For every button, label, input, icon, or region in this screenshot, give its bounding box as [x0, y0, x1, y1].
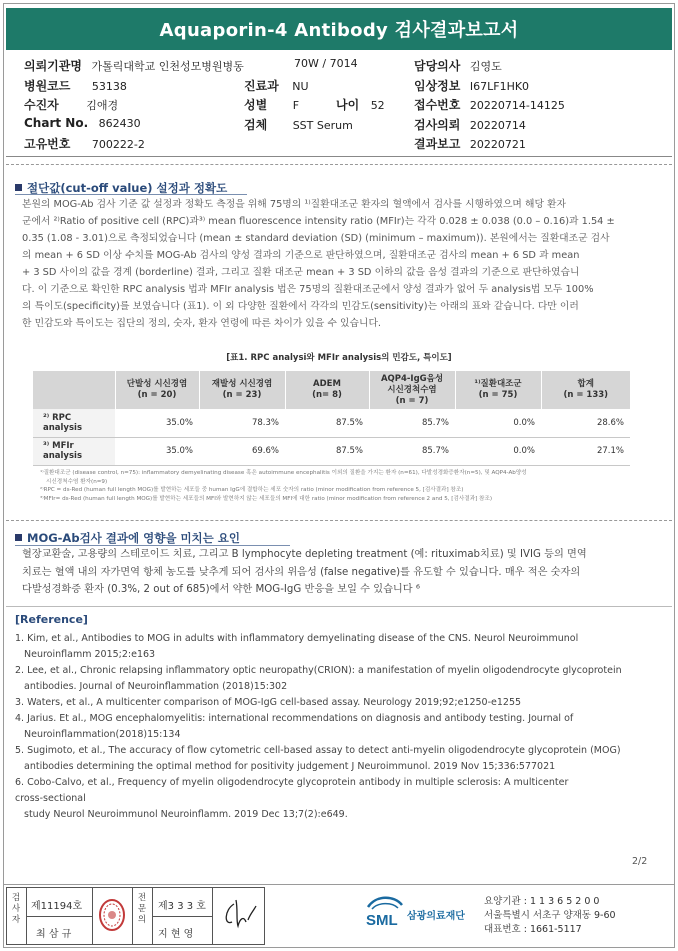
report-date-value: 20220721	[469, 138, 526, 151]
reference-divider	[6, 606, 672, 607]
dept-field	[244, 77, 309, 94]
id-label: 고유번호	[24, 137, 71, 151]
table-header-cell: ADEM (n= 8)	[285, 371, 369, 409]
footnote-line: ²⁾RPC = ds-Red (human full length MOG)를 발현하는 세포들 중 human IgG에 결합하는 세포 숫자의 ratio (minor modification from reference 5, [검사결과] 참조)	[40, 487, 464, 493]
header-divider-dashed	[6, 164, 672, 165]
doctor-field	[414, 57, 502, 74]
body-line: 다발성경화증 환자 (0.3%, 2 out of 685)에서 약한 MOG-IgG 반응을 보일 수 있습니다 ⁶	[22, 584, 420, 595]
ward-value: 70W / 7014	[294, 57, 358, 70]
clinical-label: 임상정보	[414, 79, 461, 93]
body-line: 군에서 ²⁾Ratio of positive cell (RPC)과³⁾ mean fluorescence intensity ratio (MFIr)는 각각 0.028 ± 0.038 (0.0 – 0.16)과 1.54 ±	[22, 216, 615, 227]
table-cell: 78.3%	[199, 409, 285, 437]
table-header-cell: 재발성 시신경염 (n = 23)	[199, 371, 285, 409]
clinical-field	[414, 77, 529, 94]
sml-logo	[364, 893, 406, 933]
doctor-value: 김영도	[469, 60, 502, 73]
chart-label: Chart No.	[24, 116, 89, 130]
header-divider	[6, 156, 672, 157]
inspector-label: 검사자	[11, 893, 21, 925]
stamp-icon	[98, 898, 126, 936]
table-header-row	[33, 371, 630, 409]
section-cutoff-underline	[15, 194, 247, 195]
reference-item: antibodies determining the optimal method for positivity judgement J Neuroimmunol. 2019 Nov 15;336:577021	[24, 761, 556, 772]
specimen-label: 검체	[244, 118, 268, 132]
table-cell: 0.0%	[455, 437, 541, 465]
body-line: + 3 SD 사이의 값을 경계 (borderline) 결과, 그리고 질환 대조군 mean + 3 SD 이하의 값을 음성 결과의 기준으로 판단하였습니	[22, 267, 580, 278]
table-cell: 35.0%	[115, 409, 199, 437]
table-cell: 35.0%	[115, 437, 199, 465]
specialist-name: 지 현 영	[158, 929, 194, 940]
chart-field	[24, 116, 141, 130]
table-cell: 27.1%	[541, 437, 630, 465]
sensitivity-table	[33, 371, 630, 466]
reference-item: 2. Lee, et al., Chronic relapsing inflammatory optic neuropathy(CRION): a manifestation of myelin oligodendrocyte glycoprotein	[15, 665, 622, 676]
institution-field	[24, 57, 244, 74]
license-number-2: 제3 3 3 호	[158, 901, 206, 912]
section-divider	[6, 520, 672, 521]
footnote-line: ³⁾MFIr= ds-Red (human full length MOG)를 발현하는 세포들의 MFI와 발현하지 않는 세포들의 MFI에 대한 ratio (minor modification from reference 2 and 5, [검사결과] 참조)	[40, 495, 493, 502]
bullet-square-icon	[15, 534, 22, 541]
table-header-cell: 단발성 시신경염 (n = 20)	[115, 371, 199, 409]
reference-list	[15, 631, 665, 823]
table-row-label: ³⁾ MFIr analysis	[33, 437, 115, 465]
institution-label: 의뢰기관명	[24, 59, 82, 73]
reference-item: 6. Cobo-Calvo, et al., Frequency of myelin oligodendrocyte glycoprotein antibody in multiple sclerosis: A multicenter	[15, 777, 569, 788]
patient-value: 김애경	[86, 99, 119, 112]
body-line: 치료는 혈액 내의 자가면역 항체 농도를 낮추게 되어 검사의 위음성 (false negative)를 유도할 수 있습니다. 매우 적은 숫자의	[22, 566, 581, 578]
receipt-value: 20220714-14125	[469, 99, 565, 112]
table-cell: 28.6%	[541, 409, 630, 437]
body-line: 다. 이 기준으로 확인한 RPC analysis 법과 MFIr analysis 법은 75명의 질환대조군에서 양성 결과가 없어 두 analysis법 모두 100%	[22, 284, 594, 295]
address-line: 서울특별시 서초구 양재동 9-60	[484, 910, 616, 921]
request-date-field	[414, 116, 526, 133]
table-cell: 85.7%	[369, 409, 455, 437]
box-divider	[92, 887, 93, 945]
table-cell: 87.5%	[285, 409, 369, 437]
sex-label: 성별	[244, 98, 268, 112]
table-row-label: ²⁾ RPC analysis	[33, 409, 115, 437]
clinical-value: I67LF1HK0	[469, 80, 530, 93]
dept-label: 진료과	[244, 79, 279, 93]
reference-item: 4. Jarius. Et al., MOG encephalomyelitis: international recommendations on diagnosis and antibody testing. Journal of	[15, 713, 574, 724]
table-row	[33, 409, 630, 437]
age-field	[336, 96, 385, 113]
org-address	[484, 895, 616, 937]
box-divider	[132, 887, 133, 945]
table-title: [표1. RPC analysi와 MFIr analysis의 민감도, 특이도]	[226, 353, 452, 363]
request-date-value: 20220714	[469, 119, 526, 132]
reference-item: 3. Waters, et al., A multicenter comparison of MOG-IgG cell-based assay. Neurology 2019;92;e1250-e1255	[15, 697, 522, 708]
org-name: 삼광의료재단	[407, 911, 465, 922]
reference-item: 5. Sugimoto, et al., The accuracy of flow cytometric cell-based assay to detect anti-myelin oligodendrocyte glycoprotein (MOG)	[15, 745, 621, 756]
institution-value: 가톨릭대학교 인천성모병원병동	[91, 60, 244, 73]
patient-field	[24, 96, 118, 113]
report-title: Aquaporin-4 Antibody 검사결과보고서	[6, 8, 672, 50]
specialist-label: 전문의	[137, 893, 147, 925]
section-cutoff-title: 절단값(cut-off value) 설정과 정확도	[15, 180, 227, 196]
box-divider	[152, 916, 212, 917]
body-line: 혈장교환술, 고용량의 스테로이드 치료, 그리고 B lymphocyte depleting treatment (예: rituximab치료) 및 IVIG 등의 면역	[22, 549, 587, 560]
receipt-label: 접수번호	[414, 98, 461, 112]
section-factors-title: MOG-Ab검사 결과에 영향을 미치는 요인	[15, 530, 240, 546]
page-number: 2/2	[632, 856, 648, 867]
reference-item: Neuroinflamm 2015;2:e163	[24, 649, 156, 660]
body-line: 한 민감도와 특이도는 집단의 정의, 숫자, 환자 연령에 따른 차이가 있을 수 있습니다.	[22, 318, 382, 329]
id-value: 700222-2	[91, 138, 145, 151]
doctor-label: 담당의사	[414, 59, 461, 73]
box-divider	[212, 887, 213, 945]
sex-field	[244, 96, 299, 113]
body-line: 의 mean + 6 SD 이상 수치를 MOG-Ab 검사의 양성 결과의 기준으로 판단하였으며, 질환대조군 검사의 mean + 6 SD 과 mean	[22, 250, 580, 261]
section-factors-body	[22, 546, 652, 599]
patient-label: 수진자	[24, 98, 59, 112]
table-header-cell: AQP4-IgG음성 시신경척수염 (n = 7)	[369, 371, 455, 409]
license-number-1: 제11194호	[31, 901, 83, 912]
footnote-line: ¹⁾질환대조군 (disease control, n=75): inflammatory demyelinating disease 혹은 autoimmune encephalitis 이외의 질환을 가지는 환자 (n=61), 다발성경화증환자(n=5), 및 AQP4-Ab양성	[40, 470, 527, 476]
report-date-field	[414, 135, 526, 152]
age-value: 52	[370, 99, 385, 112]
reference-item: study Neurol Neuroimmunol Neuroinflamm. 2019 Dec 13;7(2):e649.	[24, 809, 348, 820]
hospital-code-value: 53138	[91, 80, 127, 93]
hospital-code-field	[24, 77, 127, 94]
dept-value: NU	[292, 80, 309, 93]
specimen-field	[244, 116, 353, 133]
bullet-square-icon	[15, 184, 22, 191]
reference-item: antibodies. Journal of Neuroinflammation (2018)15:302	[24, 681, 288, 692]
table-header-cell: 합계 (n = 133)	[541, 371, 630, 409]
table-cell: 69.6%	[199, 437, 285, 465]
table-row	[33, 437, 630, 465]
id-field	[24, 135, 145, 152]
reference-item: Neuroinflammation(2018)15:134	[24, 729, 181, 740]
body-line: 의 특이도(specificity)를 보였습니다 (표1). 이 외 다양한 질환에서 각각의 민감도(sensitivity)는 아래의 표와 같습니다. 다만 이러	[22, 301, 579, 312]
address-line: 대표번호 : 1661-5117	[484, 924, 582, 935]
section-cutoff-body	[22, 196, 652, 332]
receipt-field	[414, 96, 565, 113]
age-label: 나이	[336, 98, 360, 112]
reference-title: [Reference]	[15, 613, 88, 626]
chart-value: 862430	[98, 117, 141, 130]
box-divider	[26, 916, 92, 917]
specimen-value: SST Serum	[292, 119, 353, 132]
report-date-label: 결과보고	[414, 137, 461, 151]
body-line: 0.35 (1.08 - 3.01)으로 측정되었습니다 (mean ± standard deviation (SD) (minimum – maximum)). 본원에서는 질환대조군 검사	[22, 233, 610, 244]
table-cell: 85.7%	[369, 437, 455, 465]
table-header-cell: ¹⁾질환대조군 (n = 75)	[455, 371, 541, 409]
table-cell: 0.0%	[455, 409, 541, 437]
reference-item: cross-sectional	[15, 793, 86, 804]
table-corner-cell	[33, 371, 115, 409]
footnote-line: 시신경척수염 환자(n=9)	[46, 478, 108, 485]
sex-value: F	[292, 99, 300, 112]
table-cell: 87.5%	[285, 437, 369, 465]
table-footnotes	[40, 469, 640, 503]
address-line: 요양기관 : 1 1 3 6 5 2 0 0	[484, 896, 600, 907]
logo-text: SML	[366, 912, 398, 929]
signature-icon	[220, 898, 260, 936]
inspector-name: 최 삼 규	[36, 929, 72, 940]
request-date-label: 검사의뢰	[414, 118, 461, 132]
reference-item: 1. Kim, et al., Antibodies to MOG in adults with inflammatory demyelinating disease of the CNS. Neurol Neuroimmunol	[15, 633, 579, 644]
hospital-code-label: 병원코드	[24, 79, 71, 93]
body-line: 본원의 MOG-Ab 검사 기준 값 설정과 정확도 측정을 위해 75명의 ¹⁾질환대조군 환자의 혈액에서 검사를 시행하였으며 해당 환자	[22, 199, 566, 210]
